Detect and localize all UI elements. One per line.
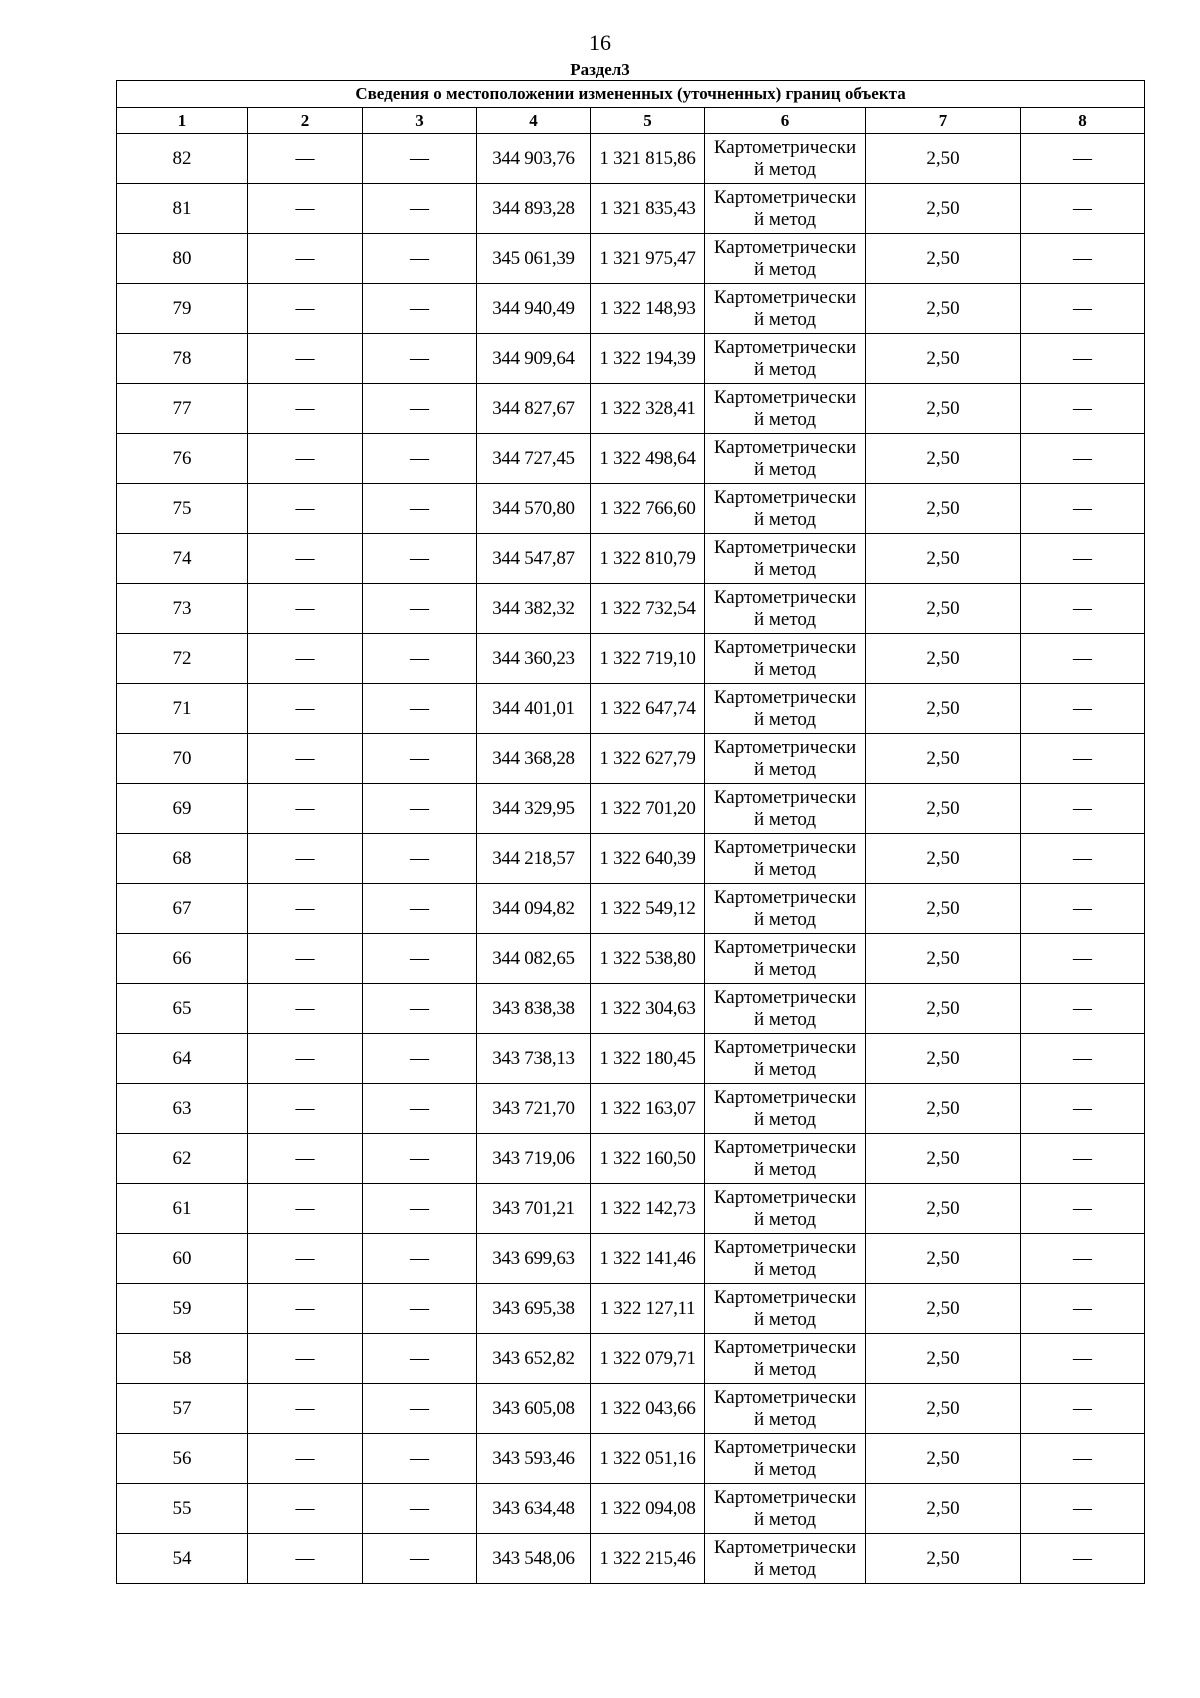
coord-x-cell: 344 329,95	[477, 784, 591, 834]
point-number-cell: 63	[117, 1084, 248, 1134]
coord-x-cell: 345 061,39	[477, 234, 591, 284]
column-number-5: 5	[591, 108, 705, 134]
method-cell: Картометрически й метод	[705, 1534, 866, 1584]
col-3-value-cell: —	[363, 1234, 477, 1284]
table-row	[117, 334, 1145, 384]
table-row	[117, 1084, 1145, 1134]
col-3-value-cell: —	[363, 884, 477, 934]
coord-x-cell: 343 699,63	[477, 1234, 591, 1284]
method-cell: Картометрически й метод	[705, 1034, 866, 1084]
method-cell: Картометрически й метод	[705, 1434, 866, 1484]
accuracy-cell: 2,50	[866, 1334, 1021, 1384]
col-8-value-cell: —	[1021, 1234, 1145, 1284]
point-number-cell: 56	[117, 1434, 248, 1484]
accuracy-cell: 2,50	[866, 984, 1021, 1034]
column-number-6: 6	[705, 108, 866, 134]
method-cell: Картометрически й метод	[705, 1384, 866, 1434]
point-number-cell: 74	[117, 534, 248, 584]
col-8-value-cell: —	[1021, 784, 1145, 834]
accuracy-cell: 2,50	[866, 484, 1021, 534]
point-number-cell: 68	[117, 834, 248, 884]
accuracy-cell: 2,50	[866, 334, 1021, 384]
point-number-cell: 77	[117, 384, 248, 434]
coord-y-cell: 1 322 148,93	[591, 284, 705, 334]
coord-x-cell: 343 719,06	[477, 1134, 591, 1184]
col-3-value-cell: —	[363, 584, 477, 634]
coord-x-cell: 343 738,13	[477, 1034, 591, 1084]
point-number-cell: 62	[117, 1134, 248, 1184]
table-row	[117, 934, 1145, 984]
coord-x-cell: 343 605,08	[477, 1384, 591, 1434]
table-row	[117, 834, 1145, 884]
point-number-cell: 82	[117, 134, 248, 184]
table-row	[117, 634, 1145, 684]
col-3-value-cell: —	[363, 1434, 477, 1484]
method-cell: Картометрически й метод	[705, 934, 866, 984]
col-3-value-cell: —	[363, 134, 477, 184]
table-row	[117, 384, 1145, 434]
method-cell: Картометрически й метод	[705, 484, 866, 534]
table-row	[117, 684, 1145, 734]
col-8-value-cell: —	[1021, 584, 1145, 634]
coord-x-cell: 344 893,28	[477, 184, 591, 234]
column-number-4: 4	[477, 108, 591, 134]
col-3-value-cell: —	[363, 534, 477, 584]
coord-y-cell: 1 322 810,79	[591, 534, 705, 584]
method-cell: Картометрически й метод	[705, 1084, 866, 1134]
method-cell: Картометрически й метод	[705, 334, 866, 384]
table-row	[117, 1284, 1145, 1334]
col-2-value-cell: —	[248, 1334, 363, 1384]
page-number: 16	[589, 30, 611, 55]
col-3-value-cell: —	[363, 284, 477, 334]
table-caption: Сведения о местоположении измененных (уточненных) границ объекта	[117, 81, 1145, 108]
accuracy-cell: 2,50	[866, 934, 1021, 984]
col-8-value-cell: —	[1021, 1534, 1145, 1584]
table-row	[117, 1184, 1145, 1234]
coord-x-cell: 343 695,38	[477, 1284, 591, 1334]
coord-x-cell: 343 593,46	[477, 1434, 591, 1484]
point-number-cell: 72	[117, 634, 248, 684]
col-2-value-cell: —	[248, 1234, 363, 1284]
table-row	[117, 1434, 1145, 1484]
col-3-value-cell: —	[363, 834, 477, 884]
col-8-value-cell: —	[1021, 1434, 1145, 1484]
coord-x-cell: 344 727,45	[477, 434, 591, 484]
coord-y-cell: 1 322 640,39	[591, 834, 705, 884]
col-3-value-cell: —	[363, 1484, 477, 1534]
table-row	[117, 1134, 1145, 1184]
point-number-cell: 58	[117, 1334, 248, 1384]
column-number-2: 2	[248, 108, 363, 134]
method-cell: Картометрически й метод	[705, 1234, 866, 1284]
coord-y-cell: 1 322 549,12	[591, 884, 705, 934]
coord-x-cell: 344 570,80	[477, 484, 591, 534]
method-cell: Картометрически й метод	[705, 834, 866, 884]
point-number-cell: 70	[117, 734, 248, 784]
method-cell: Картометрически й метод	[705, 634, 866, 684]
method-cell: Картометрически й метод	[705, 1334, 866, 1384]
coord-y-cell: 1 322 194,39	[591, 334, 705, 384]
coord-x-cell: 344 382,32	[477, 584, 591, 634]
column-number-1: 1	[117, 108, 248, 134]
table-row	[117, 1384, 1145, 1434]
coord-x-cell: 344 940,49	[477, 284, 591, 334]
col-2-value-cell: —	[248, 284, 363, 334]
col-3-value-cell: —	[363, 484, 477, 534]
col-2-value-cell: —	[248, 684, 363, 734]
col-8-value-cell: —	[1021, 734, 1145, 784]
col-2-value-cell: —	[248, 884, 363, 934]
coord-y-cell: 1 322 160,50	[591, 1134, 705, 1184]
point-number-cell: 81	[117, 184, 248, 234]
col-3-value-cell: —	[363, 1184, 477, 1234]
point-number-cell: 67	[117, 884, 248, 934]
coord-y-cell: 1 322 215,46	[591, 1534, 705, 1584]
coord-x-cell: 343 701,21	[477, 1184, 591, 1234]
col-2-value-cell: —	[248, 634, 363, 684]
accuracy-cell: 2,50	[866, 1534, 1021, 1584]
table-row	[117, 134, 1145, 184]
col-2-value-cell: —	[248, 934, 363, 984]
coord-y-cell: 1 322 498,64	[591, 434, 705, 484]
table-row	[117, 284, 1145, 334]
point-number-cell: 78	[117, 334, 248, 384]
col-3-value-cell: —	[363, 684, 477, 734]
col-3-value-cell: —	[363, 1134, 477, 1184]
table-row	[117, 434, 1145, 484]
table-row	[117, 1234, 1145, 1284]
table-row	[117, 1484, 1145, 1534]
accuracy-cell: 2,50	[866, 1284, 1021, 1334]
method-cell: Картометрически й метод	[705, 1484, 866, 1534]
col-2-value-cell: —	[248, 1084, 363, 1134]
coord-x-cell: 344 401,01	[477, 684, 591, 734]
table-row	[117, 584, 1145, 634]
col-3-value-cell: —	[363, 334, 477, 384]
col-2-value-cell: —	[248, 1184, 363, 1234]
point-number-cell: 55	[117, 1484, 248, 1534]
coord-x-cell: 344 547,87	[477, 534, 591, 584]
column-number-row	[117, 108, 1145, 134]
coord-x-cell: 343 838,38	[477, 984, 591, 1034]
col-3-value-cell: —	[363, 434, 477, 484]
col-3-value-cell: —	[363, 1284, 477, 1334]
table-row	[117, 884, 1145, 934]
col-8-value-cell: —	[1021, 1484, 1145, 1534]
coord-y-cell: 1 322 141,46	[591, 1234, 705, 1284]
col-2-value-cell: —	[248, 484, 363, 534]
accuracy-cell: 2,50	[866, 234, 1021, 284]
table-row	[117, 234, 1145, 284]
coord-y-cell: 1 322 719,10	[591, 634, 705, 684]
col-2-value-cell: —	[248, 534, 363, 584]
col-3-value-cell: —	[363, 234, 477, 284]
coord-y-cell: 1 322 180,45	[591, 1034, 705, 1084]
col-8-value-cell: —	[1021, 1084, 1145, 1134]
accuracy-cell: 2,50	[866, 834, 1021, 884]
table-row	[117, 984, 1145, 1034]
point-number-cell: 60	[117, 1234, 248, 1284]
col-8-value-cell: —	[1021, 684, 1145, 734]
accuracy-cell: 2,50	[866, 1134, 1021, 1184]
coord-x-cell: 343 548,06	[477, 1534, 591, 1584]
col-2-value-cell: —	[248, 334, 363, 384]
coord-x-cell: 343 652,82	[477, 1334, 591, 1384]
coord-y-cell: 1 322 732,54	[591, 584, 705, 634]
col-8-value-cell: —	[1021, 1134, 1145, 1184]
point-number-cell: 61	[117, 1184, 248, 1234]
method-cell: Картометрически й метод	[705, 1284, 866, 1334]
coord-y-cell: 1 322 094,08	[591, 1484, 705, 1534]
coord-x-cell: 344 082,65	[477, 934, 591, 984]
col-8-value-cell: —	[1021, 984, 1145, 1034]
col-8-value-cell: —	[1021, 1284, 1145, 1334]
point-number-cell: 79	[117, 284, 248, 334]
col-8-value-cell: —	[1021, 634, 1145, 684]
coord-x-cell: 344 368,28	[477, 734, 591, 784]
accuracy-cell: 2,50	[866, 1234, 1021, 1284]
accuracy-cell: 2,50	[866, 734, 1021, 784]
col-8-value-cell: —	[1021, 134, 1145, 184]
accuracy-cell: 2,50	[866, 284, 1021, 334]
method-cell: Картометрически й метод	[705, 434, 866, 484]
col-8-value-cell: —	[1021, 184, 1145, 234]
col-3-value-cell: —	[363, 784, 477, 834]
accuracy-cell: 2,50	[866, 184, 1021, 234]
coord-x-cell: 343 721,70	[477, 1084, 591, 1134]
method-cell: Картометрически й метод	[705, 984, 866, 1034]
coord-y-cell: 1 322 142,73	[591, 1184, 705, 1234]
col-8-value-cell: —	[1021, 884, 1145, 934]
col-2-value-cell: —	[248, 584, 363, 634]
coord-x-cell: 344 360,23	[477, 634, 591, 684]
accuracy-cell: 2,50	[866, 434, 1021, 484]
table-row	[117, 734, 1145, 784]
coord-y-cell: 1 322 127,11	[591, 1284, 705, 1334]
table-row	[117, 1534, 1145, 1584]
coord-x-cell: 344 094,82	[477, 884, 591, 934]
accuracy-cell: 2,50	[866, 1034, 1021, 1084]
column-number-3: 3	[363, 108, 477, 134]
coord-x-cell: 344 218,57	[477, 834, 591, 884]
method-cell: Картометрически й метод	[705, 534, 866, 584]
method-cell: Картометрически й метод	[705, 134, 866, 184]
method-cell: Картометрически й метод	[705, 684, 866, 734]
col-2-value-cell: —	[248, 1134, 363, 1184]
point-number-cell: 75	[117, 484, 248, 534]
point-number-cell: 64	[117, 1034, 248, 1084]
col-2-value-cell: —	[248, 1534, 363, 1584]
col-8-value-cell: —	[1021, 534, 1145, 584]
table-row	[117, 534, 1145, 584]
point-number-cell: 66	[117, 934, 248, 984]
accuracy-cell: 2,50	[866, 784, 1021, 834]
accuracy-cell: 2,50	[866, 1384, 1021, 1434]
table-row	[117, 184, 1145, 234]
coord-y-cell: 1 322 043,66	[591, 1384, 705, 1434]
col-2-value-cell: —	[248, 784, 363, 834]
table-row	[117, 1034, 1145, 1084]
col-8-value-cell: —	[1021, 1034, 1145, 1084]
accuracy-cell: 2,50	[866, 1434, 1021, 1484]
col-2-value-cell: —	[248, 134, 363, 184]
coord-y-cell: 1 322 304,63	[591, 984, 705, 1034]
coord-x-cell: 344 909,64	[477, 334, 591, 384]
accuracy-cell: 2,50	[866, 134, 1021, 184]
col-8-value-cell: —	[1021, 934, 1145, 984]
table-row	[117, 784, 1145, 834]
accuracy-cell: 2,50	[866, 384, 1021, 434]
point-number-cell: 59	[117, 1284, 248, 1334]
col-2-value-cell: —	[248, 434, 363, 484]
coord-y-cell: 1 321 835,43	[591, 184, 705, 234]
coord-y-cell: 1 322 538,80	[591, 934, 705, 984]
coord-y-cell: 1 322 647,74	[591, 684, 705, 734]
col-8-value-cell: —	[1021, 1384, 1145, 1434]
method-cell: Картометрически й метод	[705, 584, 866, 634]
method-cell: Картометрически й метод	[705, 1184, 866, 1234]
method-cell: Картометрически й метод	[705, 734, 866, 784]
accuracy-cell: 2,50	[866, 534, 1021, 584]
point-number-cell: 69	[117, 784, 248, 834]
method-cell: Картометрически й метод	[705, 184, 866, 234]
accuracy-cell: 2,50	[866, 1484, 1021, 1534]
col-2-value-cell: —	[248, 234, 363, 284]
point-number-cell: 71	[117, 684, 248, 734]
point-number-cell: 80	[117, 234, 248, 284]
col-8-value-cell: —	[1021, 1184, 1145, 1234]
accuracy-cell: 2,50	[866, 634, 1021, 684]
col-3-value-cell: —	[363, 634, 477, 684]
accuracy-cell: 2,50	[866, 1084, 1021, 1134]
column-number-7: 7	[866, 108, 1021, 134]
col-8-value-cell: —	[1021, 284, 1145, 334]
method-cell: Картометрически й метод	[705, 1134, 866, 1184]
coord-y-cell: 1 321 815,86	[591, 134, 705, 184]
coord-y-cell: 1 322 079,71	[591, 1334, 705, 1384]
col-3-value-cell: —	[363, 734, 477, 784]
accuracy-cell: 2,50	[866, 884, 1021, 934]
col-2-value-cell: —	[248, 1034, 363, 1084]
col-2-value-cell: —	[248, 384, 363, 434]
col-8-value-cell: —	[1021, 834, 1145, 884]
method-cell: Картометрически й метод	[705, 784, 866, 834]
coord-y-cell: 1 322 328,41	[591, 384, 705, 434]
col-2-value-cell: —	[248, 834, 363, 884]
accuracy-cell: 2,50	[866, 584, 1021, 634]
method-cell: Картометрически й метод	[705, 384, 866, 434]
accuracy-cell: 2,50	[866, 684, 1021, 734]
accuracy-cell: 2,50	[866, 1184, 1021, 1234]
section-title: Раздел3	[570, 60, 630, 79]
col-2-value-cell: —	[248, 184, 363, 234]
point-number-cell: 73	[117, 584, 248, 634]
col-3-value-cell: —	[363, 1084, 477, 1134]
table-row	[117, 484, 1145, 534]
point-number-cell: 76	[117, 434, 248, 484]
coord-y-cell: 1 321 975,47	[591, 234, 705, 284]
table-row	[117, 1334, 1145, 1384]
coord-y-cell: 1 322 627,79	[591, 734, 705, 784]
col-3-value-cell: —	[363, 184, 477, 234]
coord-x-cell: 343 634,48	[477, 1484, 591, 1534]
coord-x-cell: 344 827,67	[477, 384, 591, 434]
method-cell: Картометрически й метод	[705, 234, 866, 284]
coord-y-cell: 1 322 163,07	[591, 1084, 705, 1134]
col-2-value-cell: —	[248, 1484, 363, 1534]
col-2-value-cell: —	[248, 734, 363, 784]
col-3-value-cell: —	[363, 384, 477, 434]
coord-x-cell: 344 903,76	[477, 134, 591, 184]
table-body	[117, 134, 1145, 1584]
col-8-value-cell: —	[1021, 384, 1145, 434]
col-8-value-cell: —	[1021, 1334, 1145, 1384]
col-8-value-cell: —	[1021, 234, 1145, 284]
coord-y-cell: 1 322 051,16	[591, 1434, 705, 1484]
col-2-value-cell: —	[248, 1434, 363, 1484]
col-3-value-cell: —	[363, 984, 477, 1034]
point-number-cell: 65	[117, 984, 248, 1034]
method-cell: Картометрически й метод	[705, 284, 866, 334]
col-2-value-cell: —	[248, 1284, 363, 1334]
method-cell: Картометрически й метод	[705, 884, 866, 934]
point-number-cell: 57	[117, 1384, 248, 1434]
col-2-value-cell: —	[248, 1384, 363, 1434]
col-8-value-cell: —	[1021, 334, 1145, 384]
col-3-value-cell: —	[363, 1534, 477, 1584]
col-2-value-cell: —	[248, 984, 363, 1034]
coord-y-cell: 1 322 766,60	[591, 484, 705, 534]
col-3-value-cell: —	[363, 1384, 477, 1434]
col-3-value-cell: —	[363, 1334, 477, 1384]
col-3-value-cell: —	[363, 934, 477, 984]
col-8-value-cell: —	[1021, 434, 1145, 484]
point-number-cell: 54	[117, 1534, 248, 1584]
coord-y-cell: 1 322 701,20	[591, 784, 705, 834]
boundary-points-table	[116, 80, 1145, 1584]
column-number-8: 8	[1021, 108, 1145, 134]
col-8-value-cell: —	[1021, 484, 1145, 534]
col-3-value-cell: —	[363, 1034, 477, 1084]
